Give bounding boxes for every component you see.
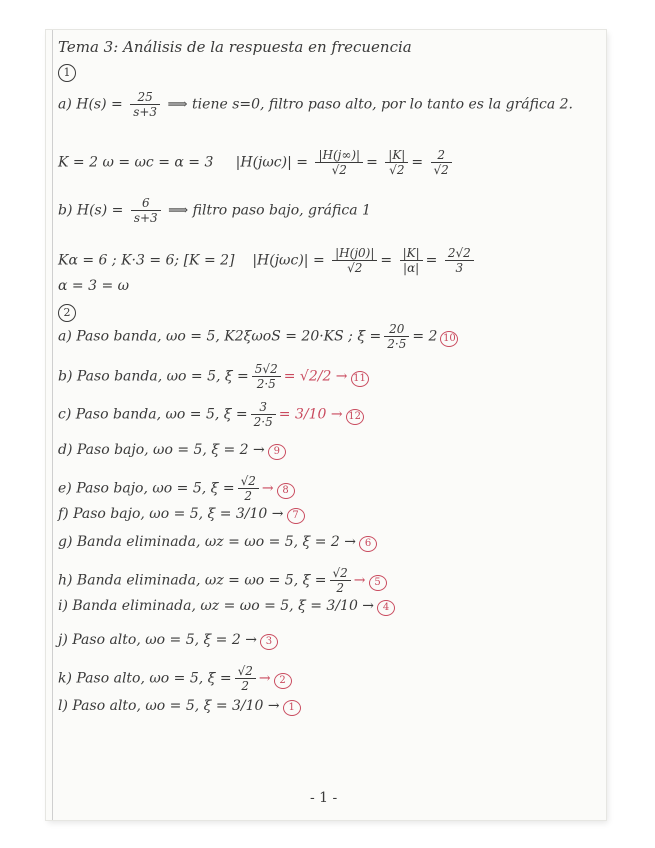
denominator: 2 xyxy=(336,581,344,595)
k-line-left: K = 2 ω = ωc = α = 3 xyxy=(58,154,214,171)
numerator: 5√2 xyxy=(252,362,281,377)
item-1a-k-line: K = 2 ω = ωc = α = 3 |H(jωc)| = $\frac{|H(j\infty)|}{√2}$ = $\frac{|K|}{√2}$ = $\frac{2}{√2}$ xyxy=(58,148,455,177)
graph-reference-badge: 11 xyxy=(351,371,369,387)
fraction xyxy=(385,148,408,177)
item-tail: → xyxy=(261,480,274,497)
section-2-item xyxy=(58,442,286,460)
graph-reference-badge: 12 xyxy=(346,409,364,425)
item-tail: = √2/2 → xyxy=(283,368,348,385)
item-text: j) Paso alto, ωo = 5, ξ = 2 → xyxy=(58,632,257,648)
section-2-item xyxy=(58,400,364,429)
section-1-marker xyxy=(58,64,76,82)
section-2-item xyxy=(58,362,369,391)
graph-reference-badge: 1 xyxy=(283,700,301,716)
page-title: Tema 3: Análisis de la respuesta en frecuencia xyxy=(58,38,412,56)
item-tail: = 3/10 → xyxy=(278,406,343,423)
alpha-text: α = 3 = ω xyxy=(58,278,130,294)
numerator: 25 xyxy=(130,90,160,105)
denominator: √2 xyxy=(389,163,405,177)
kalpha-mid: |H(jωc)| = xyxy=(252,252,325,269)
fraction xyxy=(315,148,363,177)
denominator: 3 xyxy=(455,261,464,275)
fraction xyxy=(238,474,259,503)
section-2-item xyxy=(58,534,377,552)
graph-reference-badge: 9 xyxy=(268,444,286,460)
graph-reference-badge: 10 xyxy=(440,331,458,347)
section-number: 1 xyxy=(58,64,76,82)
numerator: 3 xyxy=(251,400,276,415)
item-text: g) Banda eliminada, ωz = ωo = 5, ξ = 2 → xyxy=(58,534,356,550)
item-1a-text: ⟹ tiene s=0, filtro paso alto, por lo tanto es la gráfica 2. xyxy=(167,96,573,113)
item-text: a) Paso banda, ωo = 5, K2ξωoS = 20·KS ; ξ = xyxy=(58,328,382,345)
numerator: 2√2 xyxy=(445,246,474,261)
item-text: l) Paso alto, ωo = 5, ξ = 3/10 → xyxy=(58,698,280,714)
item-text: k) Paso alto, ωo = 5, ξ = xyxy=(58,670,232,687)
fraction xyxy=(330,566,351,595)
denominator: 2·5 xyxy=(253,415,273,429)
denominator: 2·5 xyxy=(387,337,407,351)
fraction xyxy=(445,246,474,275)
item-text: b) Paso banda, ωo = 5, ξ = xyxy=(58,368,249,385)
item-1b-prefix: b) H(s) = xyxy=(58,202,124,219)
section-2-item xyxy=(58,322,458,351)
fraction xyxy=(332,246,377,275)
section-2-item xyxy=(58,474,295,503)
graph-reference-badge: 5 xyxy=(369,575,387,591)
item-tail: → xyxy=(258,670,271,687)
fraction xyxy=(251,400,276,429)
section-2-marker xyxy=(58,304,76,322)
section-2-item xyxy=(58,632,278,650)
graph-reference-badge: 4 xyxy=(377,600,395,616)
denominator: 2·5 xyxy=(256,377,276,391)
k-line-mid: |H(jωc)| = xyxy=(235,154,308,171)
fraction xyxy=(384,322,409,351)
graph-reference-badge: 8 xyxy=(277,483,295,499)
numerator: √2 xyxy=(330,566,351,581)
fraction xyxy=(400,246,423,275)
numerator: |K| xyxy=(400,246,423,261)
numerator: |K| xyxy=(385,148,408,163)
fraction xyxy=(131,196,161,225)
denominator: 2 xyxy=(244,489,253,503)
denominator: √2 xyxy=(331,163,347,177)
graph-reference-badge: 3 xyxy=(260,634,278,650)
item-1b xyxy=(58,196,371,225)
graph-reference-badge: 6 xyxy=(359,536,377,552)
item-text: i) Banda eliminada, ωz = ωo = 5, ξ = 3/10 → xyxy=(58,598,375,614)
item-1a-prefix: a) H(s) = xyxy=(58,96,123,113)
numerator: 20 xyxy=(384,322,409,337)
fraction xyxy=(252,362,281,391)
section-2-item xyxy=(58,698,301,716)
numerator: √2 xyxy=(238,474,259,489)
section-2-item xyxy=(58,506,305,524)
graph-reference-badge: 2 xyxy=(274,673,292,689)
item-1a xyxy=(58,90,573,119)
item-text: e) Paso bajo, ωo = 5, ξ = xyxy=(58,480,235,497)
page-number: - 1 - xyxy=(310,790,338,806)
item-text: f) Paso bajo, ωo = 5, ξ = 3/10 → xyxy=(58,506,284,522)
item-tail: → xyxy=(353,572,366,589)
item-1b-text: ⟹ filtro paso bajo, gráfica 1 xyxy=(168,202,371,219)
item-1b-k-line: Kα = 6 ; K·3 = 6; [K = 2] |H(jωc)| = $\frac{|H(j0)|}{√2}$ = $\frac{|K|}{|\alpha|}$ = $\frac{2√2}{3}$ xyxy=(58,246,477,275)
item-text: h) Banda eliminada, ωz = ωo = 5, ξ = xyxy=(58,572,327,589)
section-number: 2 xyxy=(58,304,76,322)
numerator: |H(j∞)| xyxy=(315,148,363,163)
kalpha-line: Kα = 6 ; K·3 = 6; [K = 2] xyxy=(58,252,235,269)
item-text: c) Paso banda, ωo = 5, ξ = xyxy=(58,406,248,423)
denominator: s+3 xyxy=(133,105,158,119)
numerator: √2 xyxy=(235,664,256,679)
denominator: |α| xyxy=(403,261,420,275)
section-2-item xyxy=(58,664,292,693)
numerator: 2 xyxy=(431,148,452,163)
fraction xyxy=(130,90,160,119)
denominator: √2 xyxy=(433,163,449,177)
item-text: d) Paso bajo, ωo = 5, ξ = 2 → xyxy=(58,442,265,458)
graph-reference-badge: 7 xyxy=(287,508,305,524)
denominator: 2 xyxy=(241,679,250,693)
margin-line xyxy=(52,30,53,820)
denominator: √2 xyxy=(347,261,363,275)
section-2-item xyxy=(58,566,387,595)
fraction xyxy=(431,148,452,177)
numerator: |H(j0)| xyxy=(332,246,377,261)
denominator: s+3 xyxy=(133,211,158,225)
alpha-line xyxy=(58,278,129,294)
numerator: 6 xyxy=(131,196,161,211)
item-tail: = 2 xyxy=(412,328,438,345)
section-2-item xyxy=(58,598,395,616)
fraction xyxy=(235,664,256,693)
